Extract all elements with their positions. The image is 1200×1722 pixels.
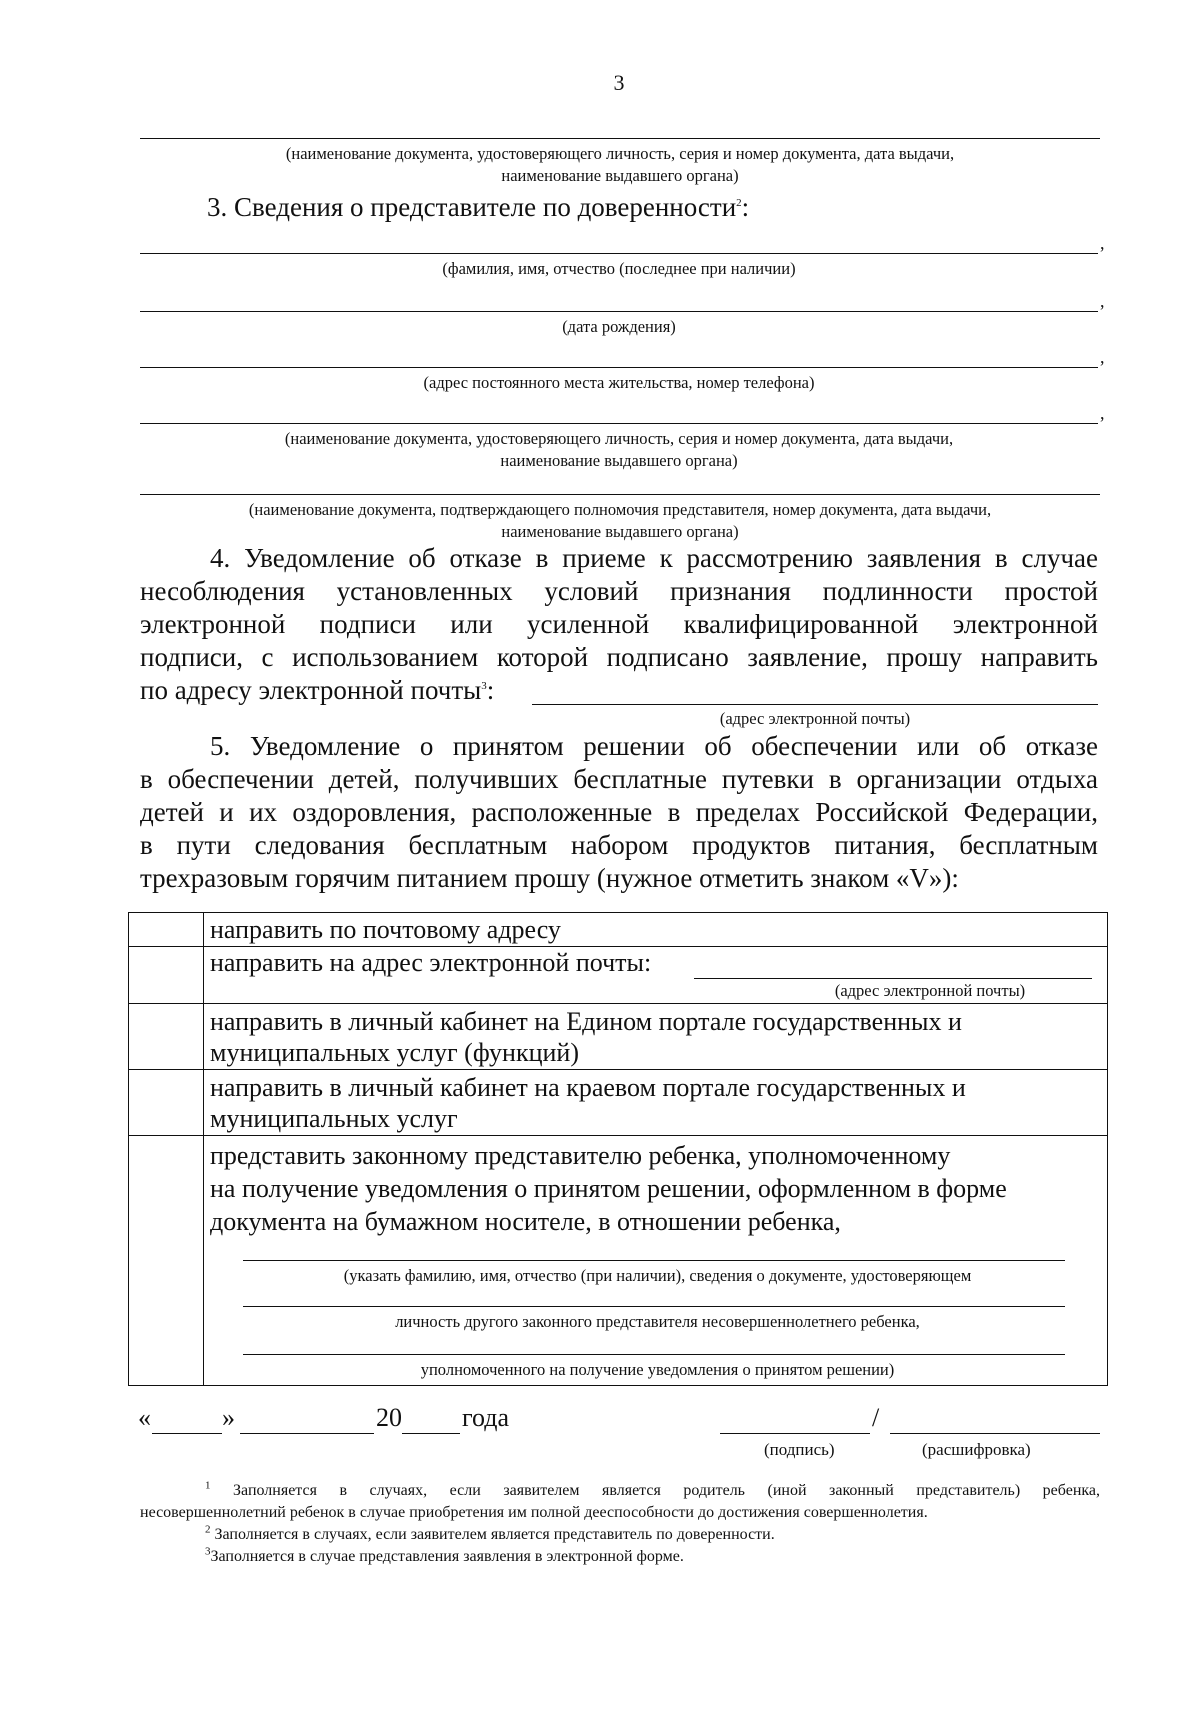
top-doc-line[interactable] xyxy=(140,138,1100,139)
option-postal-checkbox[interactable] xyxy=(130,914,202,945)
footnote-2 xyxy=(205,1524,775,1546)
option-representative-field-2[interactable] xyxy=(243,1306,1065,1307)
rep-authority-caption-1: (наименование документа, подтверждающего полномочия представителя, номер документа, дата выдачи, xyxy=(248,500,992,519)
section5-line3: детей и их оздоровления, расположенные в пределах Российской Федерации, xyxy=(140,797,1098,827)
date-year-prefix: 20 xyxy=(376,1403,402,1432)
footnote-3-text: Заполняется в случае представления заявления в электронной форме. xyxy=(210,1548,684,1565)
footnote-1-mark: 1 xyxy=(205,1479,211,1492)
rep-doc-field[interactable] xyxy=(140,423,1098,424)
footnote-1-text: Заполняется в случаях, если заявителем является родитель (иной законный представитель) ребенка, xyxy=(233,1482,1101,1499)
section4-email-field[interactable] xyxy=(532,704,1098,705)
section3-heading xyxy=(207,191,749,224)
section4-line1: 4. Уведомление об отказе в приеме к рассмотрению заявления в случае xyxy=(210,543,1098,573)
footnote-1-line2: несовершеннолетний ребенок в случае приобретения им полной дееспособности до достижения совершеннолетия. xyxy=(140,1504,928,1521)
option-regional-portal-line2: муниципальных услуг xyxy=(210,1104,458,1133)
section5-line1: 5. Уведомление о принятом решении об обеспечении или об отказе xyxy=(210,731,1098,761)
option-postal-label: направить по почтовому адресу xyxy=(210,915,561,944)
option-regional-portal-line1: направить в личный кабинет на краевом портале государственных и xyxy=(210,1073,966,1102)
section5-line5: трехразовым горячим питанием прошу (нужное отметить знаком «V»): xyxy=(140,863,959,893)
option-regional-portal-checkbox[interactable] xyxy=(130,1071,202,1134)
signature-decode-field[interactable] xyxy=(890,1433,1100,1434)
footnote-1-line1 xyxy=(205,1480,1100,1502)
option-representative-caption-3: уполномоченного на получение уведомления о принятом решении) xyxy=(420,1360,895,1379)
rep-fio-field[interactable] xyxy=(140,253,1098,254)
option-email-caption: (адрес электронной почты) xyxy=(834,981,1026,1000)
table-border-left xyxy=(128,912,129,1385)
table-border-bottom xyxy=(128,1385,1108,1386)
section4-line5-colon: : xyxy=(486,675,495,705)
rep-fio-caption: (фамилия, имя, отчество (последнее при наличии) xyxy=(442,259,796,278)
option-representative-line1: представить законному представителю ребенка, уполномоченному xyxy=(210,1141,951,1170)
section5-line4: в пути следования бесплатным набором продуктов питания, бесплатным xyxy=(140,830,1098,860)
section4-line3: электронной подписи или усиленной квалифицированной электронной xyxy=(140,609,1098,639)
option-representative-line3: документа на бумажном носителе, в отношении ребенка, xyxy=(210,1207,841,1236)
rep-address-caption: (адрес постоянного места жительства, номер телефона) xyxy=(423,373,815,392)
option-representative-line2: на получение уведомления о принятом решении, оформленном в форме xyxy=(210,1174,1007,1203)
rep-birth-field[interactable] xyxy=(140,311,1098,312)
footnote-2-mark: 2 xyxy=(205,1523,211,1536)
section4-email-caption: (адрес электронной почты) xyxy=(719,709,911,728)
option-email-field[interactable] xyxy=(694,978,1092,979)
footnote-3-mark: 3 xyxy=(205,1545,211,1558)
option-email-checkbox[interactable] xyxy=(130,948,202,1002)
rep-authority-caption-2: наименование выдавшего органа) xyxy=(501,522,739,541)
date-close-quote: » xyxy=(222,1403,235,1432)
rep-address-comma: , xyxy=(1100,347,1105,367)
option-federal-portal-checkbox[interactable] xyxy=(130,1005,202,1068)
section4-footnote-mark: 3 xyxy=(481,680,487,692)
section5-line2: в обеспечении детей, получивших бесплатные путевки в организации отдыха xyxy=(140,764,1098,794)
date-month-field[interactable] xyxy=(240,1433,374,1434)
option-representative-field-3[interactable] xyxy=(243,1354,1065,1355)
table-divider-2 xyxy=(128,1003,1108,1004)
rep-birth-caption: (дата рождения) xyxy=(562,317,676,336)
section3-heading-text: 3. Сведения о представителе по доверенности xyxy=(207,192,737,222)
option-representative-caption-2: личность другого законного представителя несовершеннолетнего ребенка, xyxy=(395,1312,920,1331)
rep-doc-comma: , xyxy=(1100,403,1105,423)
section3-footnote-mark: 2 xyxy=(736,197,742,209)
rep-address-field[interactable] xyxy=(140,367,1098,368)
date-year-word: года xyxy=(462,1403,510,1432)
table-column-divider xyxy=(203,912,204,1385)
table-divider-3 xyxy=(128,1069,1108,1070)
rep-doc-caption-2: наименование выдавшего органа) xyxy=(500,451,738,470)
top-doc-caption-2: наименование выдавшего органа) xyxy=(501,166,739,185)
option-federal-portal-line2: муниципальных услуг (функций) xyxy=(210,1038,579,1067)
section4-line5 xyxy=(140,674,494,707)
option-federal-portal-line1: направить в личный кабинет на Едином портале государственных и xyxy=(210,1007,962,1036)
top-doc-caption-1: (наименование документа, удостоверяющего личность, серия и номер документа, дата выдачи, xyxy=(285,144,955,163)
section4-line2: несоблюдения установленных условий признания подлинности простой xyxy=(140,576,1098,606)
table-divider-4 xyxy=(128,1135,1108,1136)
table-border-right xyxy=(1107,912,1108,1385)
signature-slash: / xyxy=(872,1403,880,1432)
option-representative-field-1[interactable] xyxy=(243,1260,1065,1261)
date-open-quote: « xyxy=(138,1403,151,1432)
option-email-label: направить на адрес электронной почты: xyxy=(210,948,652,977)
rep-authority-field[interactable] xyxy=(140,494,1100,495)
footnote-2-text: Заполняется в случаях, если заявителем является представитель по доверенности. xyxy=(214,1526,775,1543)
signature-caption: (подпись) xyxy=(764,1440,835,1459)
footnote-3 xyxy=(205,1546,684,1568)
section4-line5-text: по адресу электронной почты xyxy=(140,675,482,705)
rep-birth-comma: , xyxy=(1100,291,1105,311)
rep-doc-caption-1: (наименование документа, удостоверяющего личность, серия и номер документа, дата выдачи, xyxy=(284,429,954,448)
signature-decode-caption: (расшифровка) xyxy=(922,1440,1031,1459)
option-representative-caption-1: (указать фамилию, имя, отчество (при наличии), сведения о документе, удостоверяющем xyxy=(343,1266,972,1285)
date-year-field[interactable] xyxy=(402,1433,460,1434)
page-number: 3 xyxy=(613,70,625,95)
rep-fio-comma: , xyxy=(1100,233,1105,253)
section3-heading-colon: : xyxy=(741,192,750,222)
signature-field[interactable] xyxy=(720,1433,870,1434)
date-day-field[interactable] xyxy=(152,1433,222,1434)
section4-line4: подписи, с использованием которой подписано заявление, прошу направить xyxy=(140,642,1098,672)
option-representative-checkbox[interactable] xyxy=(130,1137,202,1384)
